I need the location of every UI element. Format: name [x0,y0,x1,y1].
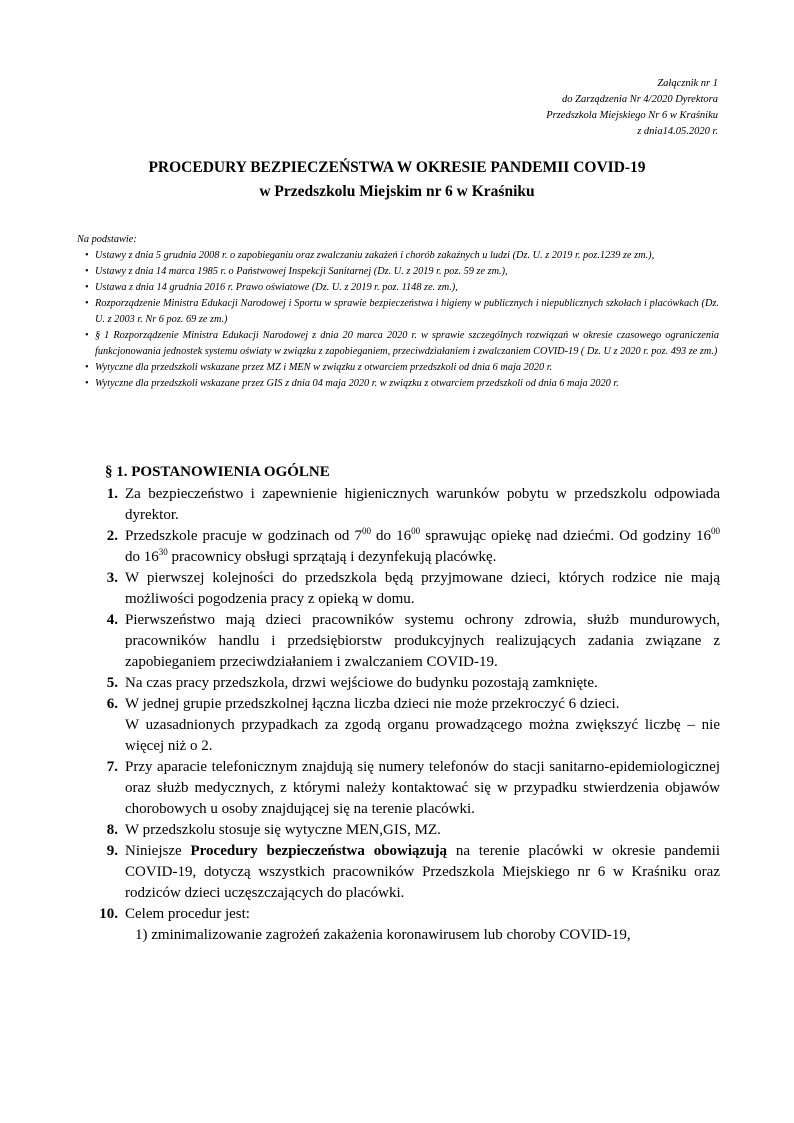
rule-text: Przy aparacie telefonicznym znajdują się numery telefonów do stacji sanitarno-epidemiologicznej oraz służb medycznych, z którymi należy kontaktować się w przypadku stwierdzenia objawów chorobowych u osoby znajdującej się na terenie placówki. [125,759,720,817]
legal-basis-item: • Wytyczne dla przedszkoli wskazane przez MZ i MEN w związku z otwarciem przedszkoli od dnia 6 maja 2020 r. [77,360,719,376]
title-line: PROCEDURY BEZPIECZEŃSTWA W OKRESIE PANDEMII COVID-19 [148,159,646,176]
rule-item [96,673,720,694]
rule-text: Przedszkole pracuje w godzinach od 7 [125,528,362,544]
legal-basis-item: • Ustawy z dnia 5 grudnia 2008 r. o zapobieganiu oraz zwalczaniu zakażeń i chorób zakaźnych u ludzi (Dz. U. z 2019 r. poz.1239 ze zm.), [77,248,719,264]
rule-text: do 16 [370,528,412,544]
sub-item: 1) zminimalizowanie zagrożeń zakażenia koronawirusem lub choroby COVID-19, [135,927,631,943]
rule-text: Pierwszeństwo mają dzieci pracowników systemu ochrony zdrowia, służb mundurowych, pracowników handlu i przedsiębiorstw produkcyjnych realizujących zadania związane z zapobieganiem przeciwdziałaniem i zwalczaniem COVID-19. [125,612,720,670]
rule-item [96,694,720,757]
rule-emphasis: Procedury bezpieczeństwa obowiązują [190,843,448,859]
rule-text: Na czas pracy przedszkola, drzwi wejściowe do budynku pozostają zamknięte. [125,675,598,691]
rule-item [96,568,720,610]
rule-number: 3. [106,570,118,586]
rule-text: W pierwszej kolejności do przedszkola będą przyjmowane dzieci, których rodzice nie mają możliwości pogodzenia pracy z opieką w domu. [125,570,720,607]
rule-text: Celem procedur jest: [125,906,250,922]
rule-item [96,820,720,841]
legal-basis-item: • Ustawa z dnia 14 grudnia 2016 r. Prawo oświatowe (Dz. U. z 2019 r. poz. 1148 ze. zm.), [77,280,719,296]
rule-item [96,841,720,904]
legal-basis-intro: Na podstawie: [77,234,137,245]
rule-item [96,526,720,568]
hour-minutes: 00 [711,526,720,536]
annex-header [546,76,718,140]
rule-number: 8. [106,822,118,838]
rule-number: 6. [106,696,118,712]
hour-minutes: 30 [158,547,168,557]
legal-basis-item: • Ustawy z dnia 14 marca 1985 r. o Państwowej Inspekcji Sanitarnej (Dz. U. z 2019 r. poz. 59 ze zm.), [77,264,719,280]
rule-number: 1. [106,486,118,502]
subtitle-line: w Przedszkolu Miejskim nr 6 w Kraśniku [259,183,535,200]
rule-number: 5. [106,675,118,691]
section-heading: § 1. POSTANOWIENIA OGÓLNE [105,464,330,480]
legal-basis-item: • Rozporządzenie Ministra Edukacji Narodowej i Sportu w sprawie bezpieczeństwa i higieny w publicznych i niepublicznych szkołach i placówkach (Dz. U. z 2003 r. Nr 6 poz. 69 ze zm.) [77,296,719,328]
rule-text: na terenie placówki w okresie pandemii COVID-19, dotyczą wszystkich pracowników Przedszkola Miejskiego nr 6 w Kraśniku oraz rodziców dzieci uczęszczających do placówki. [125,843,720,901]
hour-minutes: 00 [361,526,371,536]
rule-number: 9. [106,843,118,859]
rule-number: 10. [99,906,118,922]
rule-item [96,610,720,673]
rule-text: W uzasadnionych przypadkach za zgodą organu prowadzącego można zwiększyć liczbę – nie więcej niż o 2. [125,717,720,754]
rule-text: Za bezpieczeństwo i zapewnienie higienicznych warunków pobytu w przedszkolu odpowiada dyrektor. [125,486,720,523]
legal-basis [77,232,719,392]
annex-line: Przedszkola Miejskiego Nr 6 w Kraśniku [546,110,718,121]
legal-basis-list [77,248,719,392]
rules-list [96,484,720,946]
rule-text: do 16 [125,549,159,565]
rule-number: 4. [106,612,118,628]
annex-line: Załącznik nr 1 [657,78,718,89]
rule-text: Niniejsze [125,843,191,859]
annex-line: z dnia14.05.2020 r. [637,126,718,137]
rule-text: pracownicy obsługi sprzątają i dezynfekują placówkę. [167,549,497,565]
annex-line: do Zarządzenia Nr 4/2020 Dyrektora [562,94,718,105]
rule-item [96,904,720,925]
rule-number: 2. [106,528,118,544]
legal-basis-item: • § 1 Rozporządzenie Ministra Edukacji Narodowej z dnia 20 marca 2020 r. w sprawie szczególnych rozwiązań w okresie czasowego ograniczenia funkcjonowania jednostek systemu oświaty w związku z zapobieganiem, przeciwdziałaniem i zwalczaniem COVID-19 ( Dz. U z 2020 r. poz. 493 ze zm.) [77,328,719,360]
rule-text: W przedszkolu stosuje się wytyczne MEN,GIS, MZ. [125,822,441,838]
rule-item [96,757,720,820]
rule-text: sprawując opiekę nad dziećmi. Od godziny 16 [420,528,711,544]
document-title [0,156,794,204]
rule-item [96,484,720,526]
hour-minutes: 00 [411,526,421,536]
rule-number: 7. [106,759,118,775]
legal-basis-item: • Wytyczne dla przedszkoli wskazane przez GIS z dnia 04 maja 2020 r. w związku z otwarciem przedszkoli od dnia 6 maja 2020 r. [77,376,719,392]
rule-text: W jednej grupie przedszkolnej łączna liczba dzieci nie może przekroczyć 6 dzieci. [125,696,620,712]
